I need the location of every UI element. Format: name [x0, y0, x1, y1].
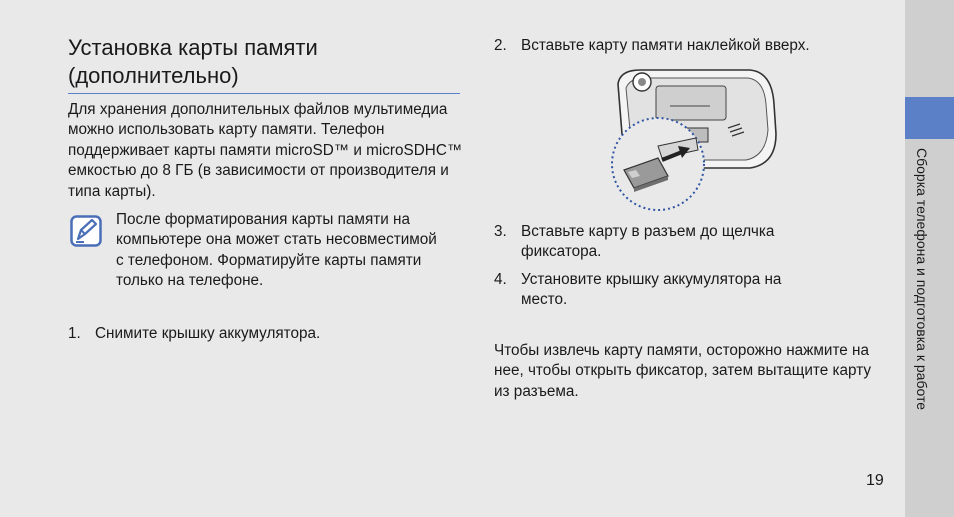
- step-number: 4.: [494, 271, 507, 288]
- step-text: Установите крышку аккумулятора на место.: [521, 271, 782, 309]
- note-pencil-icon: [70, 215, 102, 247]
- remove-card-paragraph: Чтобы извлечь карту памяти, осторожно нажмите на нее, чтобы открыть фиксатор, затем вытащите карту из разъема.: [494, 342, 872, 400]
- intro-paragraph: Для хранения дополнительных файлов мультимедиа можно использовать карту памяти. Телефон поддерживает карты памяти microSD™ и microSDHC™ емкостью до 8 ГБ (в зависимости от производителя и типа карты).: [68, 101, 463, 200]
- phone-memory-card-illustration: [600, 64, 780, 214]
- step-number: 3.: [494, 223, 507, 240]
- note-text: После форматирования карты памяти на компьютере она может стать несовместимой с телефоном. Форматируйте карты памяти только на телефоне.: [116, 211, 437, 290]
- section-title: Установка карты памяти (дополнительно): [68, 35, 318, 88]
- chapter-label: Сборка телефона и подготовка к работе: [914, 148, 930, 410]
- page-number: 19: [866, 472, 884, 489]
- step-text: Вставьте карту в разъем до щелчка фиксатора.: [521, 223, 775, 261]
- chapter-tab-marker: [905, 97, 954, 139]
- title-underline: [68, 93, 460, 94]
- step-text: Снимите крышку аккумулятора.: [95, 325, 321, 342]
- step-number: 1.: [68, 325, 81, 342]
- step-text: Вставьте карту памяти наклейкой вверх.: [521, 37, 810, 54]
- step-number: 2.: [494, 37, 507, 54]
